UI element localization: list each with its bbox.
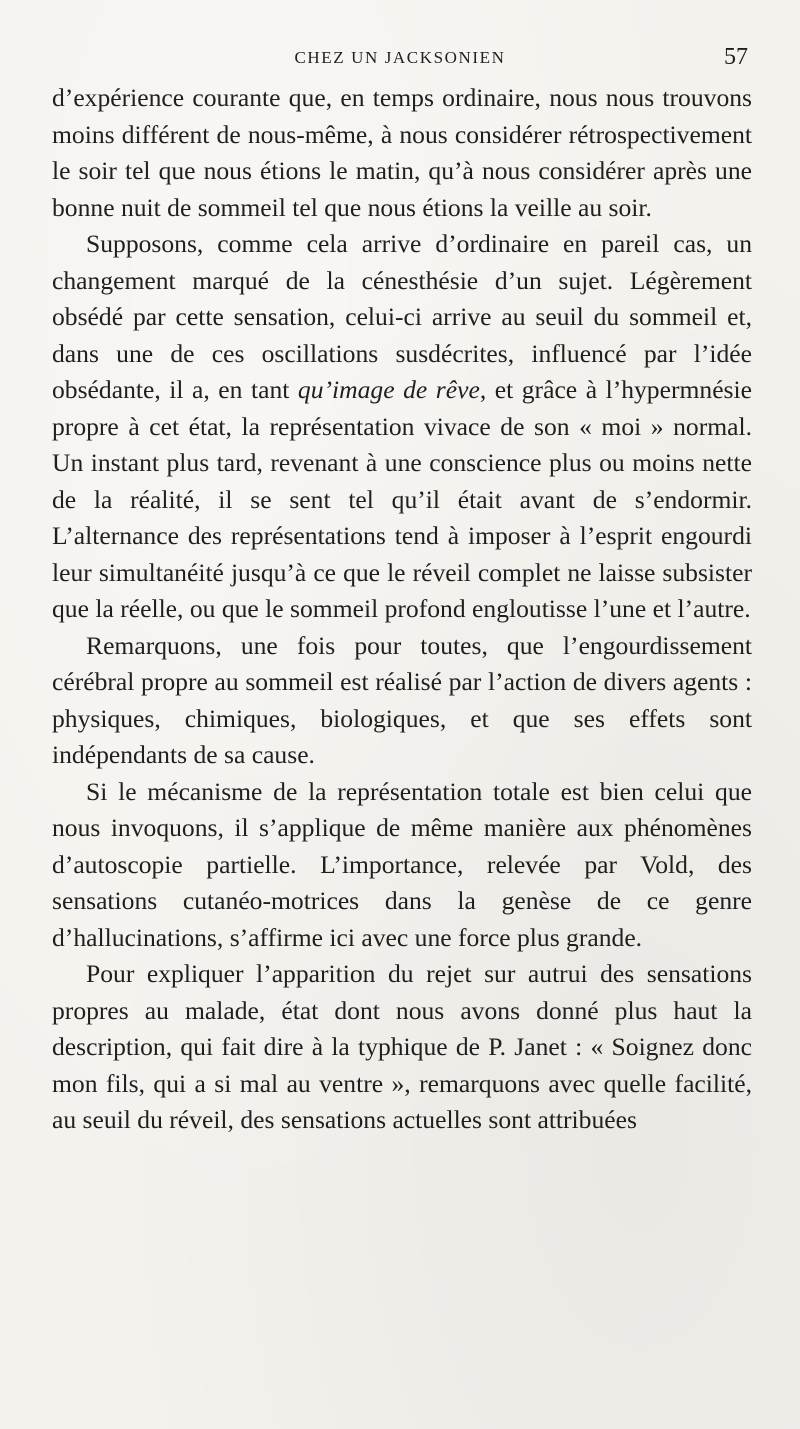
paragraph-3-text: Remarquons, une fois pour toutes, que l’engourdissement cérébral propre au sommeil est réalisé par l’action de divers agents : physiques, chimiques, biologiques, et que ses effets sont indépendants de sa cause. xyxy=(52,630,752,769)
paragraph-2-italic-phrase: qu’image de rêve xyxy=(297,375,480,404)
paragraph-2 xyxy=(52,226,752,628)
paragraph-4-text: Si le mécanisme de la représentation totale est bien celui que nous invoquons, il s’applique de même manière aux phénomènes d’autoscopie partielle. L’importance, relevée par Vold, des sensations cutanéo-motrices dans la genèse de ce genre d’hallucinations, s’affirme ici avec une force plus grande. xyxy=(52,776,752,952)
body-text xyxy=(52,80,752,1139)
paragraph-3 xyxy=(52,628,752,774)
paragraph-2-text-b: , et grâce à l’hypermnésie propre à cet état, la représentation vivace de son « moi » normal. Un instant plus tard, revenant à une conscience plus ou moins nette de la réalité, il se sent tel qu’il était avant de s’endormir. L’alternance des représentations tend à imposer à l’esprit engourdi leur simultanéité jusqu’à ce que le réveil complet ne laisse subsister que la réelle, ou que le sommeil profond engloutisse l’une et l’autre. xyxy=(52,375,752,623)
paragraph-2-text-a: Supposons, comme cela arrive d’ordinaire en pareil cas, un changement marqué de la cénesthésie d’un sujet. Légèrement obsédé par cette sensation, celui-ci arrive au seuil du sommeil et, dans une de ces oscillations susdécrites, influencé par l’idée obsédante, il a, en tant xyxy=(52,229,752,404)
paragraph-5-text: Pour expliquer l’apparition du rejet sur autrui des sensations propres au malade, état dont nous avons donné plus haut la description, qui fait dire à la typhique de P. Janet : « Soignez donc mon fils, qui a si mal au ventre », remarquons avec quelle facilité, au seuil du réveil, des sensations actuelles sont attribuées xyxy=(52,959,752,1134)
paragraph-5 xyxy=(52,956,752,1139)
page-header xyxy=(0,44,800,74)
page-number: 57 xyxy=(724,44,748,70)
paragraph-1-text: d’expérience courante que, en temps ordinaire, nous nous trouvons moins différent de nous-même, à nous considérer rétrospectivement le soir tel que nous étions le matin, qu’à nous considérer après une bonne nuit de sommeil tel que nous étions la veille au soir. xyxy=(52,83,752,222)
paragraph-4 xyxy=(52,774,752,957)
running-head: CHEZ UN JACKSONIEN xyxy=(294,48,506,67)
paragraph-1 xyxy=(52,80,752,226)
